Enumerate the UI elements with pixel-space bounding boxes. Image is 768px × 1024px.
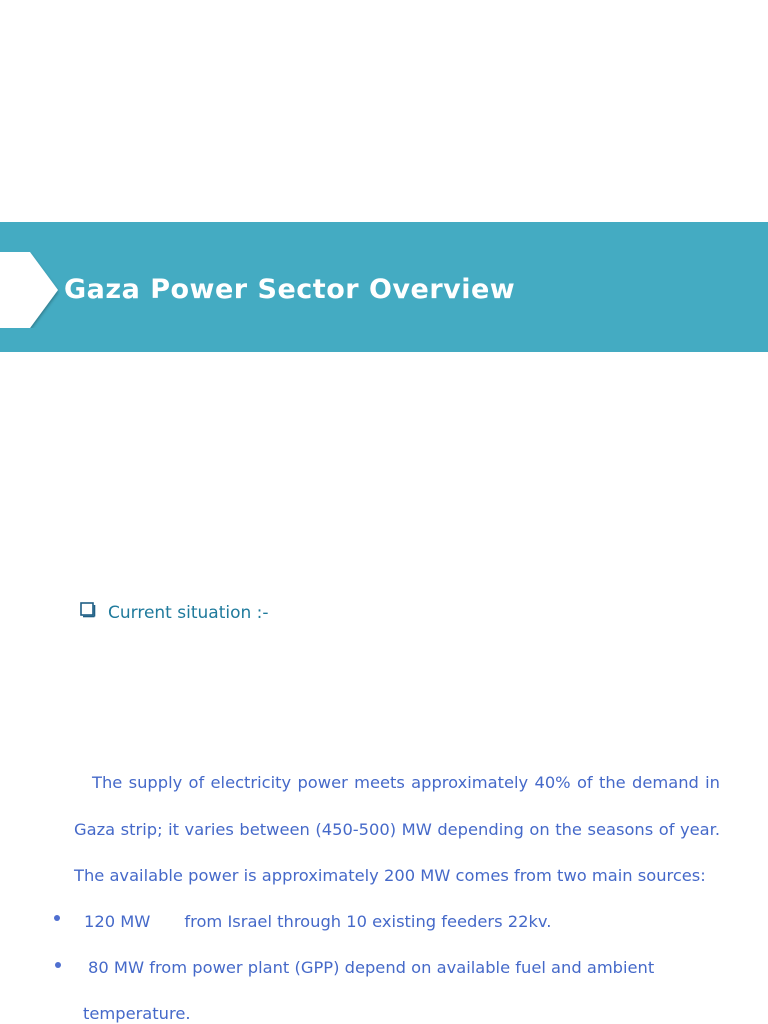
chevron-arrow-icon <box>0 252 60 328</box>
bullet-item-power-plant: 80 MW from power plant (GPP) depend on available fuel and ambient <box>88 958 655 977</box>
body-paragraph: The supply of electricity power meets approximately 40% of the demand in Gaza strip; it varies between (450-500) MW depending on the seasons of year. The available power is approximately 200 MW comes from two main sources: <box>74 773 720 885</box>
bullet-dot-icon <box>54 915 60 921</box>
checkbox-outline-icon <box>80 602 96 618</box>
bullet-amount: 120 MW <box>84 912 151 931</box>
title-band <box>0 222 768 352</box>
section-heading-text: Current situation :- <box>108 603 269 623</box>
section-heading <box>80 603 269 623</box>
bullet-dot-icon <box>55 962 61 968</box>
bullet-item-power-plant-continued: temperature. <box>83 1004 191 1023</box>
bullet-description: from Israel through 10 existing feeders 22kv. <box>184 912 552 931</box>
page-title: Gaza Power Sector Overview <box>64 274 516 305</box>
bullet-item-israel <box>84 912 551 931</box>
